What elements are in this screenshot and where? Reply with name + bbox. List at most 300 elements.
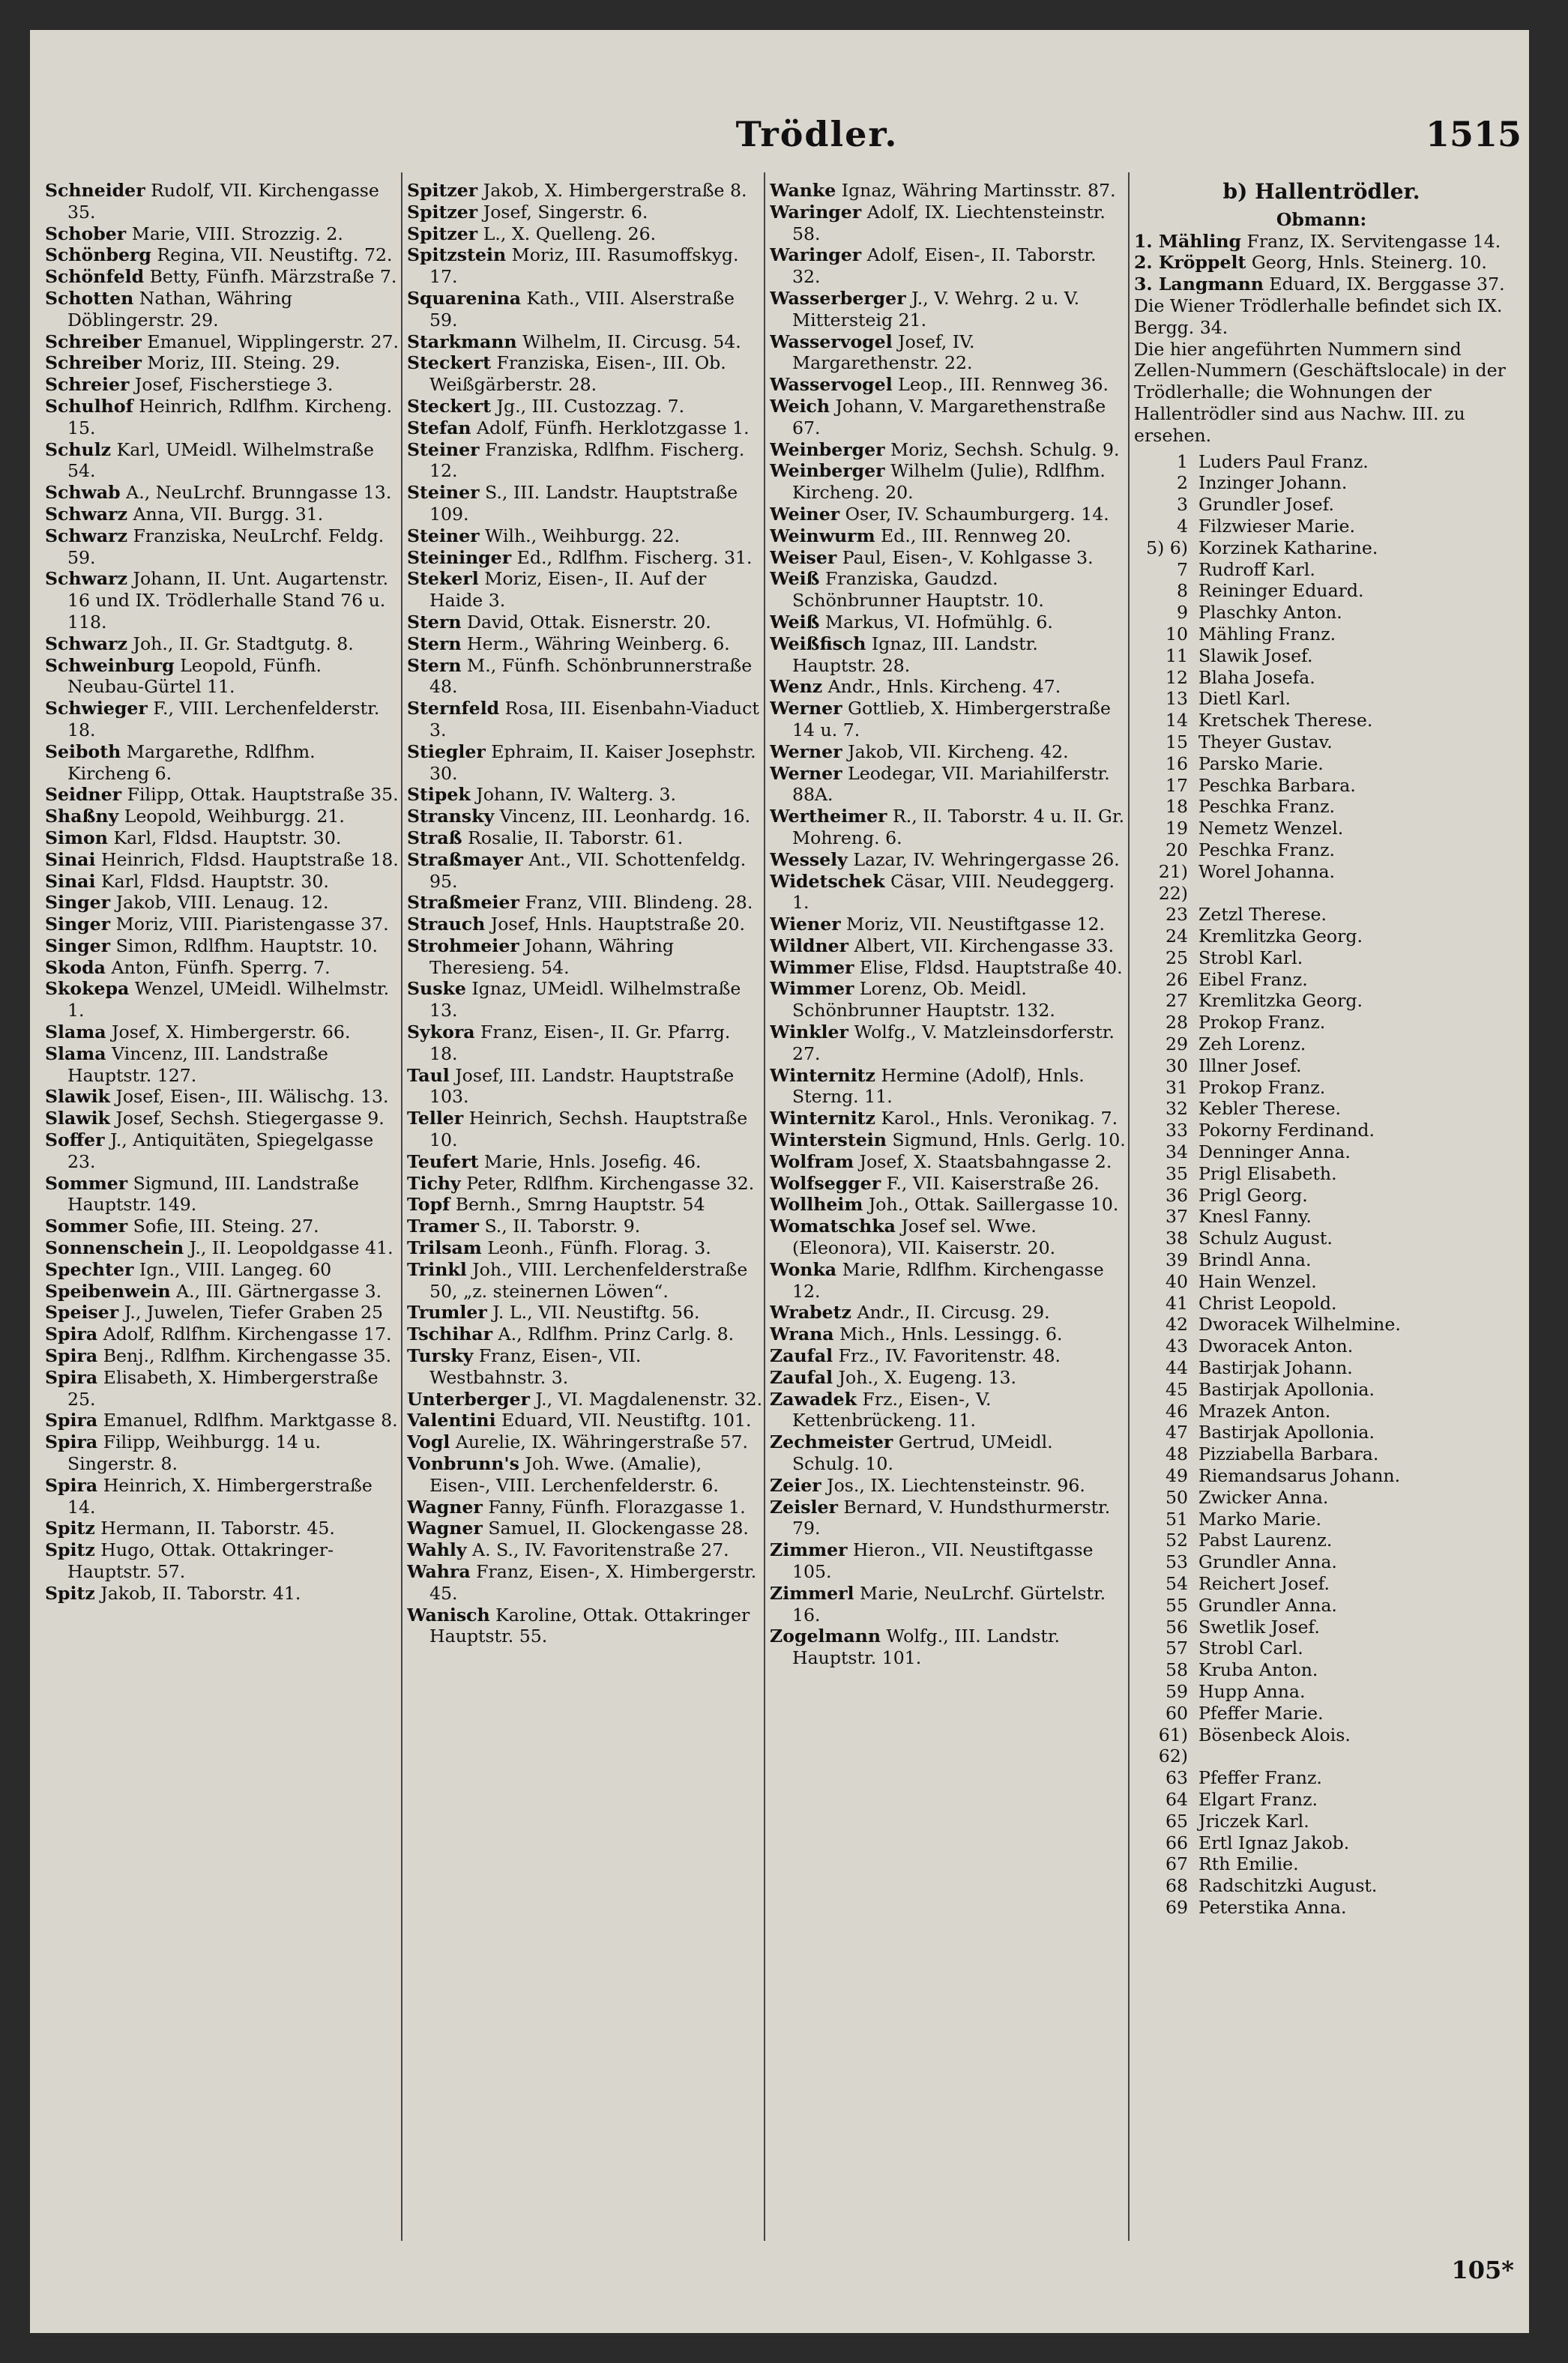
hall-list-item: [1134, 1228, 1509, 1249]
hall-list-item: [1134, 1055, 1509, 1077]
entry-surname: Zaufal: [770, 1345, 833, 1367]
hall-list-item: [1134, 472, 1509, 494]
directory-entry: [770, 806, 1126, 849]
entry-details: Johann, V. Margarethenstraße 67.: [792, 395, 1106, 438]
entry-surname: Weinberger: [770, 460, 885, 482]
entry-details: Samuel, II. Glockengasse 28.: [482, 1518, 749, 1539]
trader-name: Marko Marie.: [1198, 1508, 1322, 1530]
entry-details: Betty, Fünfh. Märzstraße 7.: [144, 266, 397, 288]
hall-list-item: [1134, 1703, 1509, 1724]
entry-surname: Schweinburg: [45, 654, 175, 676]
directory-entry: [770, 180, 1126, 202]
column-3: [770, 180, 1126, 1669]
entry-details: Josef, Singerstr. 6.: [477, 201, 648, 223]
entry-details: Jakob, II. Taborstr. 41.: [94, 1582, 301, 1604]
trader-name: Pabst Laurenz.: [1198, 1530, 1333, 1551]
directory-entry: [45, 1302, 401, 1324]
hall-list-item: [1134, 1120, 1509, 1141]
directory-entry: [407, 417, 763, 439]
entry-surname: Sykora: [407, 1021, 475, 1043]
entry-details: Johann, Währing Theresieng. 54.: [429, 935, 675, 978]
hall-list-item: [1134, 1271, 1509, 1293]
entry-surname: Weißfisch: [770, 633, 866, 654]
entry-surname: Winternitz: [770, 1108, 875, 1129]
cell-number: 19: [1165, 818, 1188, 839]
entry-surname: Slawik: [45, 1108, 110, 1129]
directory-entry: [407, 612, 763, 633]
cell-number: 64: [1165, 1788, 1188, 1810]
entry-surname: Wildner: [770, 935, 849, 956]
hall-list-item: [1134, 796, 1509, 818]
entry-details: Nathan, Währing Döblingerstr. 29.: [67, 287, 292, 331]
directory-entry: [407, 1518, 763, 1539]
directory-entry: [407, 1605, 763, 1648]
entry-details: Frz., Eisen-, V. Kettenbrückeng. 11.: [792, 1388, 992, 1431]
entry-surname: Slama: [45, 1042, 106, 1064]
directory-entry: [45, 223, 401, 245]
directory-entry: [45, 914, 401, 935]
hall-list-item: [1134, 1077, 1509, 1099]
entry-surname: Widetschek: [770, 870, 885, 892]
entry-surname: Schwab: [45, 482, 121, 504]
entry-details: Hermine (Adolf), Hnls. Sterng. 11.: [792, 1064, 1085, 1108]
trader-name: Hain Wenzel.: [1198, 1270, 1317, 1292]
trader-name: Mähling Franz.: [1198, 623, 1336, 645]
cell-number: 50: [1165, 1486, 1188, 1508]
entry-details: Filipp, Ottak. Hauptstraße 35.: [121, 784, 399, 806]
entry-details: Wilh., Weihburgg. 22.: [479, 525, 680, 546]
directory-entry: [770, 978, 1126, 1021]
hall-list-item: [1134, 494, 1509, 516]
trader-name: Brindl Anna.: [1198, 1249, 1312, 1271]
directory-entry: [45, 1108, 401, 1129]
entry-details: Wolfg., V. Matzleinsdorferstr. 27.: [792, 1021, 1115, 1064]
hall-list-item: [1134, 688, 1509, 710]
trader-name: Bastirjak Johann.: [1198, 1357, 1353, 1379]
entry-surname: Zeisler: [770, 1496, 838, 1518]
directory-entry: [45, 892, 401, 914]
entry-surname: Spitzer: [407, 223, 478, 244]
entry-details: Franz, Eisen-, VII. Westbahnstr. 3.: [429, 1345, 642, 1388]
hall-list-item: [1134, 947, 1509, 969]
cell-number: 32: [1165, 1098, 1188, 1120]
cell-number: 35: [1165, 1162, 1188, 1184]
entry-details: Bernh., Smrng Hauptstr. 54: [450, 1194, 705, 1216]
trader-name: Zetzl Therese.: [1198, 904, 1327, 926]
directory-page: [30, 30, 1529, 2333]
directory-entry: [770, 288, 1126, 331]
directory-entry: [45, 935, 401, 957]
entry-details: Franziska, Eisen-, III. Ob. Weißgärberstr. 28.: [429, 352, 726, 396]
trader-name: Peterstika Anna.: [1198, 1896, 1347, 1918]
cell-number: 57: [1165, 1638, 1188, 1659]
entry-details: Karoline, Ottak. Ottakringer Hauptstr. 55.: [429, 1604, 750, 1647]
entry-surname: Schwarz: [45, 525, 127, 546]
directory-entry: [407, 568, 763, 612]
entry-surname: Singer: [45, 935, 111, 956]
directory-entry: [407, 1539, 763, 1561]
entry-surname: 2. Kröppelt: [1134, 252, 1246, 274]
entry-surname: Sommer: [45, 1216, 128, 1237]
entry-surname: Squarenina: [407, 287, 521, 309]
entry-surname: Schober: [45, 223, 127, 244]
hall-list-item: [1134, 1767, 1509, 1789]
cell-number: 46: [1165, 1400, 1188, 1422]
cell-number: 69: [1165, 1896, 1188, 1918]
trader-name: Worel Johanna.: [1198, 860, 1336, 882]
hall-list-item: [1134, 1659, 1509, 1681]
entry-details: Marie, VIII. Strozzig. 2.: [126, 223, 343, 244]
entry-surname: Steckert: [407, 395, 492, 417]
entry-details: Fanny, Fünfh. Florazgasse 1.: [482, 1496, 746, 1518]
entry-surname: Straßmayer: [407, 848, 523, 870]
directory-entry: [770, 914, 1126, 935]
cell-number: 20: [1165, 839, 1188, 860]
hall-list-item: [1134, 559, 1509, 581]
entry-surname: Wonka: [770, 1258, 837, 1280]
entry-surname: Wiener: [770, 914, 841, 935]
trader-name: Elgart Franz.: [1198, 1788, 1318, 1810]
entry-details: J., Antiquitäten, Spiegelgasse 23.: [67, 1129, 374, 1172]
entry-surname: Weiß: [770, 568, 820, 590]
hall-list-item: [1134, 1141, 1509, 1163]
entry-surname: Steiner: [407, 525, 480, 546]
directory-entry: [45, 978, 401, 1021]
entry-details: Gertrud, UMeidl. Schulg. 10.: [792, 1431, 1053, 1475]
entry-details: Leopold, Weihburgg. 21.: [118, 806, 345, 827]
entry-surname: Wertheimer: [770, 806, 887, 827]
entry-details: Karl, Fldsd. Hauptstr. 30.: [95, 870, 329, 892]
directory-entry: [770, 935, 1126, 957]
directory-entry: [45, 374, 401, 396]
entry-details: J., II. Leopoldgasse 41.: [184, 1237, 393, 1259]
entry-details: Lorenz, Ob. Meidl. Schönbrunner Hauptstr. 132.: [792, 978, 1055, 1021]
directory-entry: [407, 1021, 763, 1065]
entry-surname: Winternitz: [770, 1064, 875, 1086]
trader-name: Pokorny Ferdinand.: [1198, 1120, 1375, 1141]
trader-name: Kretschek Therese.: [1198, 710, 1373, 731]
cell-number: 2: [1176, 472, 1188, 494]
entry-surname: Schulz: [45, 438, 112, 460]
entry-surname: Spira: [45, 1474, 98, 1496]
entry-surname: Spira: [45, 1345, 98, 1367]
cell-number: 29: [1165, 1033, 1188, 1055]
hall-list-item: [1134, 1206, 1509, 1228]
entry-surname: Zaufal: [770, 1366, 833, 1388]
entry-surname: Zeier: [770, 1474, 821, 1496]
entry-surname: Spitzer: [407, 180, 478, 201]
directory-entry: [770, 1021, 1126, 1065]
entry-surname: Winkler: [770, 1021, 848, 1043]
trader-name: Illner Josef.: [1198, 1054, 1302, 1076]
directory-entry: [770, 1302, 1126, 1324]
directory-entry: [770, 1324, 1126, 1345]
entry-details: Adolf, Rdlfhm. Kirchengasse 17.: [97, 1324, 392, 1345]
cell-number: 11: [1165, 645, 1188, 666]
column-divider: [1128, 172, 1130, 2241]
page-title: Trödler.: [735, 114, 899, 154]
entry-surname: Stern: [407, 654, 462, 676]
entry-surname: Wenz: [770, 676, 823, 698]
hall-list-item: [1134, 1595, 1509, 1617]
trader-name: Plaschky Anton.: [1198, 602, 1342, 624]
entry-details: Leop., III. Rennweg 36.: [892, 374, 1109, 396]
entry-details: Hieron., VII. Neustiftgasse 105.: [792, 1539, 1094, 1582]
entry-surname: Steiner: [407, 438, 480, 460]
entry-surname: Weiser: [770, 546, 837, 568]
directory-entry: [770, 568, 1126, 612]
entry-details: A. S., IV. Favoritenstraße 27.: [466, 1539, 729, 1561]
entry-details: Margarethe, Rdlfhm. Kircheng 6.: [67, 740, 316, 784]
entry-details: J., Juwelen, Tiefer Graben 25: [118, 1302, 384, 1324]
entry-details: Josef, IV. Margarethenstr. 22.: [792, 331, 975, 374]
entry-surname: Steininger: [407, 546, 512, 568]
hall-list-item: [1134, 1336, 1509, 1357]
entry-surname: 1. Mähling: [1134, 230, 1241, 252]
trader-name: Kremlitzka Georg.: [1198, 990, 1363, 1012]
entry-surname: Schotten: [45, 287, 134, 309]
entry-details: Emanuel, Rdlfhm. Marktgasse 8.: [97, 1410, 398, 1431]
hall-list-item: [1134, 1681, 1509, 1703]
directory-entry: [770, 331, 1126, 375]
directory-entry: [770, 1539, 1126, 1583]
directory-entry: [407, 244, 763, 288]
entry-surname: Wasserberger: [770, 287, 906, 309]
entry-surname: Starkmann: [407, 331, 517, 352]
entry-surname: Schreiber: [45, 331, 142, 352]
trader-name: Jriczek Karl.: [1198, 1810, 1309, 1832]
trader-name: Mrazek Anton.: [1198, 1400, 1331, 1422]
entry-surname: Schulhof: [45, 395, 133, 417]
cell-number: 1: [1176, 450, 1188, 472]
entry-details: Joh., II. Gr. Stadtgutg. 8.: [127, 633, 354, 654]
hall-list-item: [1134, 1012, 1509, 1033]
entry-details: Adolf, Fünfh. Herklotzgasse 1.: [471, 417, 750, 438]
trader-name: Dworacek Anton.: [1198, 1336, 1354, 1357]
entry-surname: Unterberger: [407, 1388, 530, 1410]
cell-number: 41: [1165, 1292, 1188, 1314]
hall-list-item: [1134, 969, 1509, 991]
trader-name: Denninger Anna.: [1198, 1141, 1351, 1163]
entry-surname: Slama: [45, 1021, 106, 1043]
directory-entry: [407, 1410, 763, 1431]
entry-details: S., III. Landstr. Hauptstraße 109.: [429, 482, 738, 525]
directory-entry: [407, 633, 763, 655]
directory-entry: [45, 568, 401, 633]
entry-details: Hugo, Ottak. Ottakringer-Hauptstr. 57.: [67, 1539, 334, 1582]
cell-number: 16: [1165, 752, 1188, 774]
entry-details: Bernard, V. Hundsthurmerstr. 79.: [792, 1496, 1111, 1539]
hall-list-item: [1134, 1357, 1509, 1379]
entry-details: Franz, IX. Servitengasse 14.: [1240, 230, 1501, 252]
entry-surname: Spitzer: [407, 201, 478, 223]
hall-list-item: [1134, 1033, 1509, 1055]
entry-details: Vincenz, III. Landstraße Hauptstr. 127.: [67, 1042, 328, 1086]
entry-details: Sigmund, III. Landstraße Hauptstr. 149.: [67, 1172, 359, 1216]
cell-number: 58: [1165, 1659, 1188, 1681]
trader-name: Prokop Franz.: [1198, 1012, 1326, 1033]
trader-name: Inzinger Johann.: [1198, 472, 1348, 494]
entry-details: Moriz, VII. Neustiftgasse 12.: [840, 914, 1105, 935]
entry-details: Kath., VIII. Alserstraße 59.: [429, 287, 735, 331]
entry-details: Rosa, III. Eisenbahn-Viaduct 3.: [429, 698, 759, 740]
entry-details: Wilhelm (Julie), Rdlfhm. Kircheng. 20.: [792, 460, 1106, 504]
entry-surname: Schwarz: [45, 568, 127, 590]
entry-details: Regina, VII. Neustiftg. 72.: [151, 244, 393, 266]
entry-details: Hermann, II. Taborstr. 45.: [94, 1518, 335, 1539]
directory-entry: [45, 504, 401, 525]
entry-surname: Werner: [770, 698, 842, 719]
directory-entry: [407, 202, 763, 223]
entry-details: A., NeuLrchf. Brunngasse 13.: [120, 482, 392, 504]
numbers-note: Die hier angeführten Nummern sind Zellen-Nummern (Geschäftslocale) in der Trödlerhalle; die Wohnungen der Hallentrödler sind aus Nachw. III. zu ersehen.: [1134, 338, 1506, 446]
hall-note: Die Wiener Trödlerhalle befindet sich IX. Bergg. 34.: [1134, 295, 1503, 338]
hall-list-item: [1134, 1789, 1509, 1811]
trader-name: Strobl Karl.: [1198, 947, 1303, 968]
trader-name: Peschka Franz.: [1198, 839, 1335, 860]
directory-entry: [407, 806, 763, 827]
trader-name: Kebler Therese.: [1198, 1098, 1342, 1120]
entry-details: Heinrich, X. Himbergerstraße 14.: [67, 1474, 373, 1518]
entry-surname: Strohmeier: [407, 935, 519, 956]
column-divider: [764, 172, 765, 2241]
hall-list-item: [1134, 1249, 1509, 1271]
directory-entry: [770, 396, 1126, 439]
entry-details: Paul, Eisen-, V. Kohlgasse 3.: [836, 546, 1094, 568]
entry-surname: Winterstein: [770, 1129, 887, 1151]
hall-list-item: [1134, 1724, 1509, 1768]
directory-entry: [45, 1583, 401, 1605]
trader-name: Prigl Elisabeth.: [1198, 1162, 1337, 1184]
entry-details: J. L., VII. Neustiftg. 56.: [486, 1302, 700, 1324]
directory-entry: [407, 784, 763, 806]
hall-list-item: [1134, 537, 1509, 559]
directory-entry: [45, 1259, 401, 1281]
entry-surname: Waringer: [770, 244, 862, 266]
cell-number: 9: [1176, 602, 1188, 624]
entry-details: Heinrich, Sechsh. Hauptstraße 10.: [429, 1108, 748, 1151]
cell-number: 67: [1165, 1853, 1188, 1875]
directory-entry: [770, 547, 1126, 569]
directory-entry: [407, 1497, 763, 1518]
directory-entry: [407, 352, 763, 396]
hall-list-item: [1134, 516, 1509, 537]
cell-number: 30: [1165, 1054, 1188, 1076]
column-4: [1134, 180, 1509, 1919]
directory-entry: [770, 525, 1126, 547]
directory-entry: [407, 180, 763, 202]
directory-entry: [45, 698, 401, 741]
directory-entry: [407, 1216, 763, 1237]
obmann-list: [1134, 231, 1509, 295]
entry-details: Josef sel. Wwe. (Eleonora), VII. Kaiserstr. 20.: [792, 1216, 1056, 1259]
entry-surname: Taul: [407, 1064, 450, 1086]
entry-details: L., X. Quelleng. 26.: [477, 223, 657, 244]
entry-details: F., VII. Kaiserstraße 26.: [881, 1172, 1100, 1194]
directory-entry: [407, 439, 763, 483]
obmann-entry: [1134, 252, 1509, 274]
entry-details: Gottlieb, X. Himbergerstraße 14 u. 7.: [792, 698, 1111, 740]
entry-surname: Speiser: [45, 1302, 119, 1324]
directory-entry: [45, 1539, 401, 1583]
entry-details: F., VIII. Lerchenfelderstr. 18.: [67, 698, 380, 740]
entry-details: Aurelie, IX. Währingerstraße 57.: [450, 1431, 748, 1453]
directory-entry: [45, 1281, 401, 1303]
hall-list-item: [1134, 645, 1509, 667]
entry-surname: Waringer: [770, 201, 862, 223]
entry-details: Oser, IV. Schaumburgerg. 14.: [839, 503, 1109, 525]
entry-details: Josef, X. Staatsbahngasse 2.: [854, 1150, 1112, 1172]
entry-details: Rosalie, II. Taborstr. 61.: [462, 827, 684, 848]
directory-entry: [770, 1583, 1126, 1626]
entry-details: Elisabeth, X. Himbergerstraße 25.: [67, 1366, 379, 1410]
directory-entry: [45, 439, 401, 483]
entry-surname: Wrana: [770, 1324, 834, 1345]
entry-details: Sigmund, Hnls. Gerlg. 10.: [886, 1129, 1126, 1151]
entry-details: Karl, UMeidl. Wilhelmstraße 54.: [67, 438, 374, 482]
hall-list-item: [1134, 1293, 1509, 1315]
directory-entry: [45, 180, 401, 223]
directory-entry: [407, 1108, 763, 1151]
entry-surname: Weiner: [770, 503, 840, 525]
trader-name: Blaha Josefa.: [1198, 666, 1315, 688]
directory-entry: [45, 633, 401, 655]
cell-number: 65: [1165, 1810, 1188, 1832]
directory-entry: [770, 460, 1126, 504]
hall-list-item: [1134, 1638, 1509, 1659]
directory-entry: [45, 827, 401, 849]
hall-list-item: [1134, 1487, 1509, 1509]
entry-details: Anna, VII. Burgg. 31.: [127, 503, 324, 525]
entry-details: Joh. Wwe. (Amalie), Eisen-, VIII. Lerchenfelderstr. 6.: [429, 1453, 719, 1496]
entry-details: Franziska, Gaudzd. Schönbrunner Hauptstr. 10.: [792, 568, 1044, 612]
entry-surname: Wahra: [407, 1561, 471, 1582]
entry-surname: Sonnenschein: [45, 1237, 184, 1259]
directory-entry: [45, 741, 401, 785]
obmann-label: Obmann:: [1276, 208, 1367, 230]
entry-surname: Teller: [407, 1108, 464, 1129]
entry-details: Andr., II. Circusg. 29.: [851, 1302, 1050, 1324]
entry-details: Leopold, Fünfh. Neubau-Gürtel 11.: [67, 654, 322, 698]
entry-details: Emanuel, Wipplingerstr. 27.: [141, 331, 399, 352]
directory-entry: [45, 1043, 401, 1087]
section-title: b) Hallentrödler.: [1222, 180, 1420, 204]
entry-surname: Wagner: [407, 1518, 483, 1539]
hall-list-item: [1134, 1875, 1509, 1897]
directory-entry: [407, 1345, 763, 1389]
entry-details: Ignaz, III. Landstr. Hauptstr. 28.: [792, 633, 1038, 676]
entry-surname: Singer: [45, 914, 111, 935]
trader-name: Nemetz Wenzel.: [1198, 818, 1344, 839]
entry-details: Georg, Hnls. Steinerg. 10.: [1246, 252, 1487, 274]
cell-number: 18: [1165, 796, 1188, 818]
cell-number: 3: [1176, 494, 1188, 516]
directory-entry: [407, 1259, 763, 1303]
entry-details: Karol., Hnls. Veronikag. 7.: [875, 1108, 1118, 1129]
hall-list-item: [1134, 1098, 1509, 1120]
entry-details: Josef, Hnls. Hauptstraße 20.: [485, 914, 745, 935]
directory-entry: [45, 396, 401, 439]
entry-surname: Speibenwein: [45, 1280, 171, 1302]
hall-list-item: [1134, 580, 1509, 602]
directory-entry: [407, 741, 763, 785]
entry-surname: Schreiber: [45, 352, 142, 374]
entry-surname: Valentini: [407, 1410, 496, 1431]
trader-name: Pizziabella Barbara.: [1198, 1443, 1379, 1465]
directory-entry: [407, 892, 763, 914]
entry-surname: Straßmeier: [407, 892, 519, 914]
directory-entry: [770, 1173, 1126, 1195]
